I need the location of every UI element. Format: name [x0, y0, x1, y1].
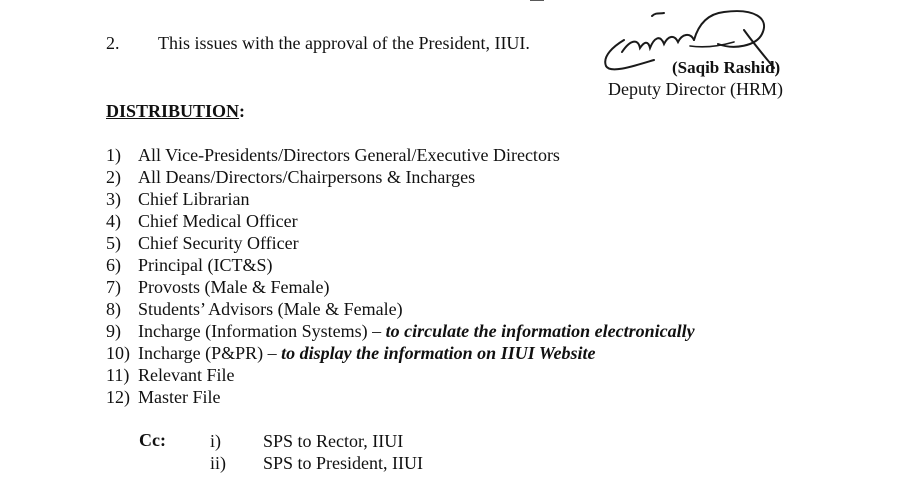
distribution-item-label: Chief Medical Officer: [138, 211, 298, 231]
distribution-item-text: [138, 232, 299, 254]
distribution-item-number: 3): [106, 189, 121, 209]
cc-item-text: SPS to Rector, IIUI: [263, 431, 404, 451]
distribution-item-number: 9): [106, 321, 121, 341]
distribution-item-label: Provosts (Male & Female): [138, 277, 330, 297]
signatory-title: Deputy Director (HRM): [608, 79, 783, 99]
cc-item-text: SPS to President, IIUI: [263, 453, 424, 473]
distribution-item-number: 12): [106, 387, 130, 407]
distribution-item-label: Students’ Advisors (Male & Female): [138, 299, 403, 319]
distribution-item-number: 8): [106, 299, 121, 319]
distribution-item-text: [138, 320, 695, 342]
cc-list: [210, 430, 510, 474]
distribution-item-number: 1): [106, 145, 121, 165]
cc-label: Cc:: [139, 430, 166, 450]
distribution-item-label: Relevant File: [138, 365, 235, 385]
distribution-item-number: 11): [106, 365, 130, 385]
distribution-item-text: [138, 188, 249, 210]
distribution-item-note: to display the information on IIUI Website: [281, 343, 596, 363]
paragraph-number: 2.: [106, 33, 120, 53]
distribution-item-number: 10): [106, 343, 130, 363]
signatory-name: (Saqib Rashid): [672, 58, 781, 77]
cc-item-number: i): [210, 431, 221, 451]
distribution-item-number: 4): [106, 211, 121, 231]
cc-item: [210, 452, 510, 474]
cc-item-number: ii): [210, 453, 226, 473]
distribution-item-number: 7): [106, 277, 121, 297]
distribution-item-label: Chief Security Officer: [138, 233, 299, 253]
distribution-item-text: [138, 342, 596, 364]
distribution-item-label: Chief Librarian: [138, 189, 250, 209]
distribution-item-label: Incharge (Information Systems) –: [138, 321, 386, 341]
distribution-item-text: [138, 298, 403, 320]
distribution-item-number: 2): [106, 167, 121, 187]
distribution-item-text: [138, 364, 234, 386]
distribution-item-text: [138, 254, 272, 276]
distribution-item-number: 5): [106, 233, 121, 253]
distribution-item-text: [138, 144, 560, 166]
distribution-item-note: to circulate the information electronically: [385, 321, 695, 341]
distribution-heading: [106, 101, 245, 122]
distribution-item-text: [138, 386, 221, 408]
distribution-item-label: All Vice-Presidents/Directors General/Executive Directors: [138, 145, 560, 165]
paragraph-text: This issues with the approval of the President, IIUI.: [158, 33, 530, 53]
distribution-item-label: Master File: [138, 387, 221, 407]
distribution-heading-colon: :: [239, 101, 246, 121]
distribution-item-label: Principal (ICT&S): [138, 255, 273, 275]
cc-item: [210, 430, 510, 452]
distribution-heading-text: DISTRIBUTION: [106, 101, 240, 121]
distribution-item-text: [138, 276, 329, 298]
cropped-text-fragment: [330, 0, 570, 4]
distribution-item-text: [138, 210, 298, 232]
distribution-item-number: 6): [106, 255, 121, 275]
distribution-item-label: Incharge (P&PR) –: [138, 343, 282, 363]
distribution-item-text: [138, 166, 475, 188]
distribution-item-label: All Deans/Directors/Chairpersons & Incharges: [138, 167, 476, 187]
